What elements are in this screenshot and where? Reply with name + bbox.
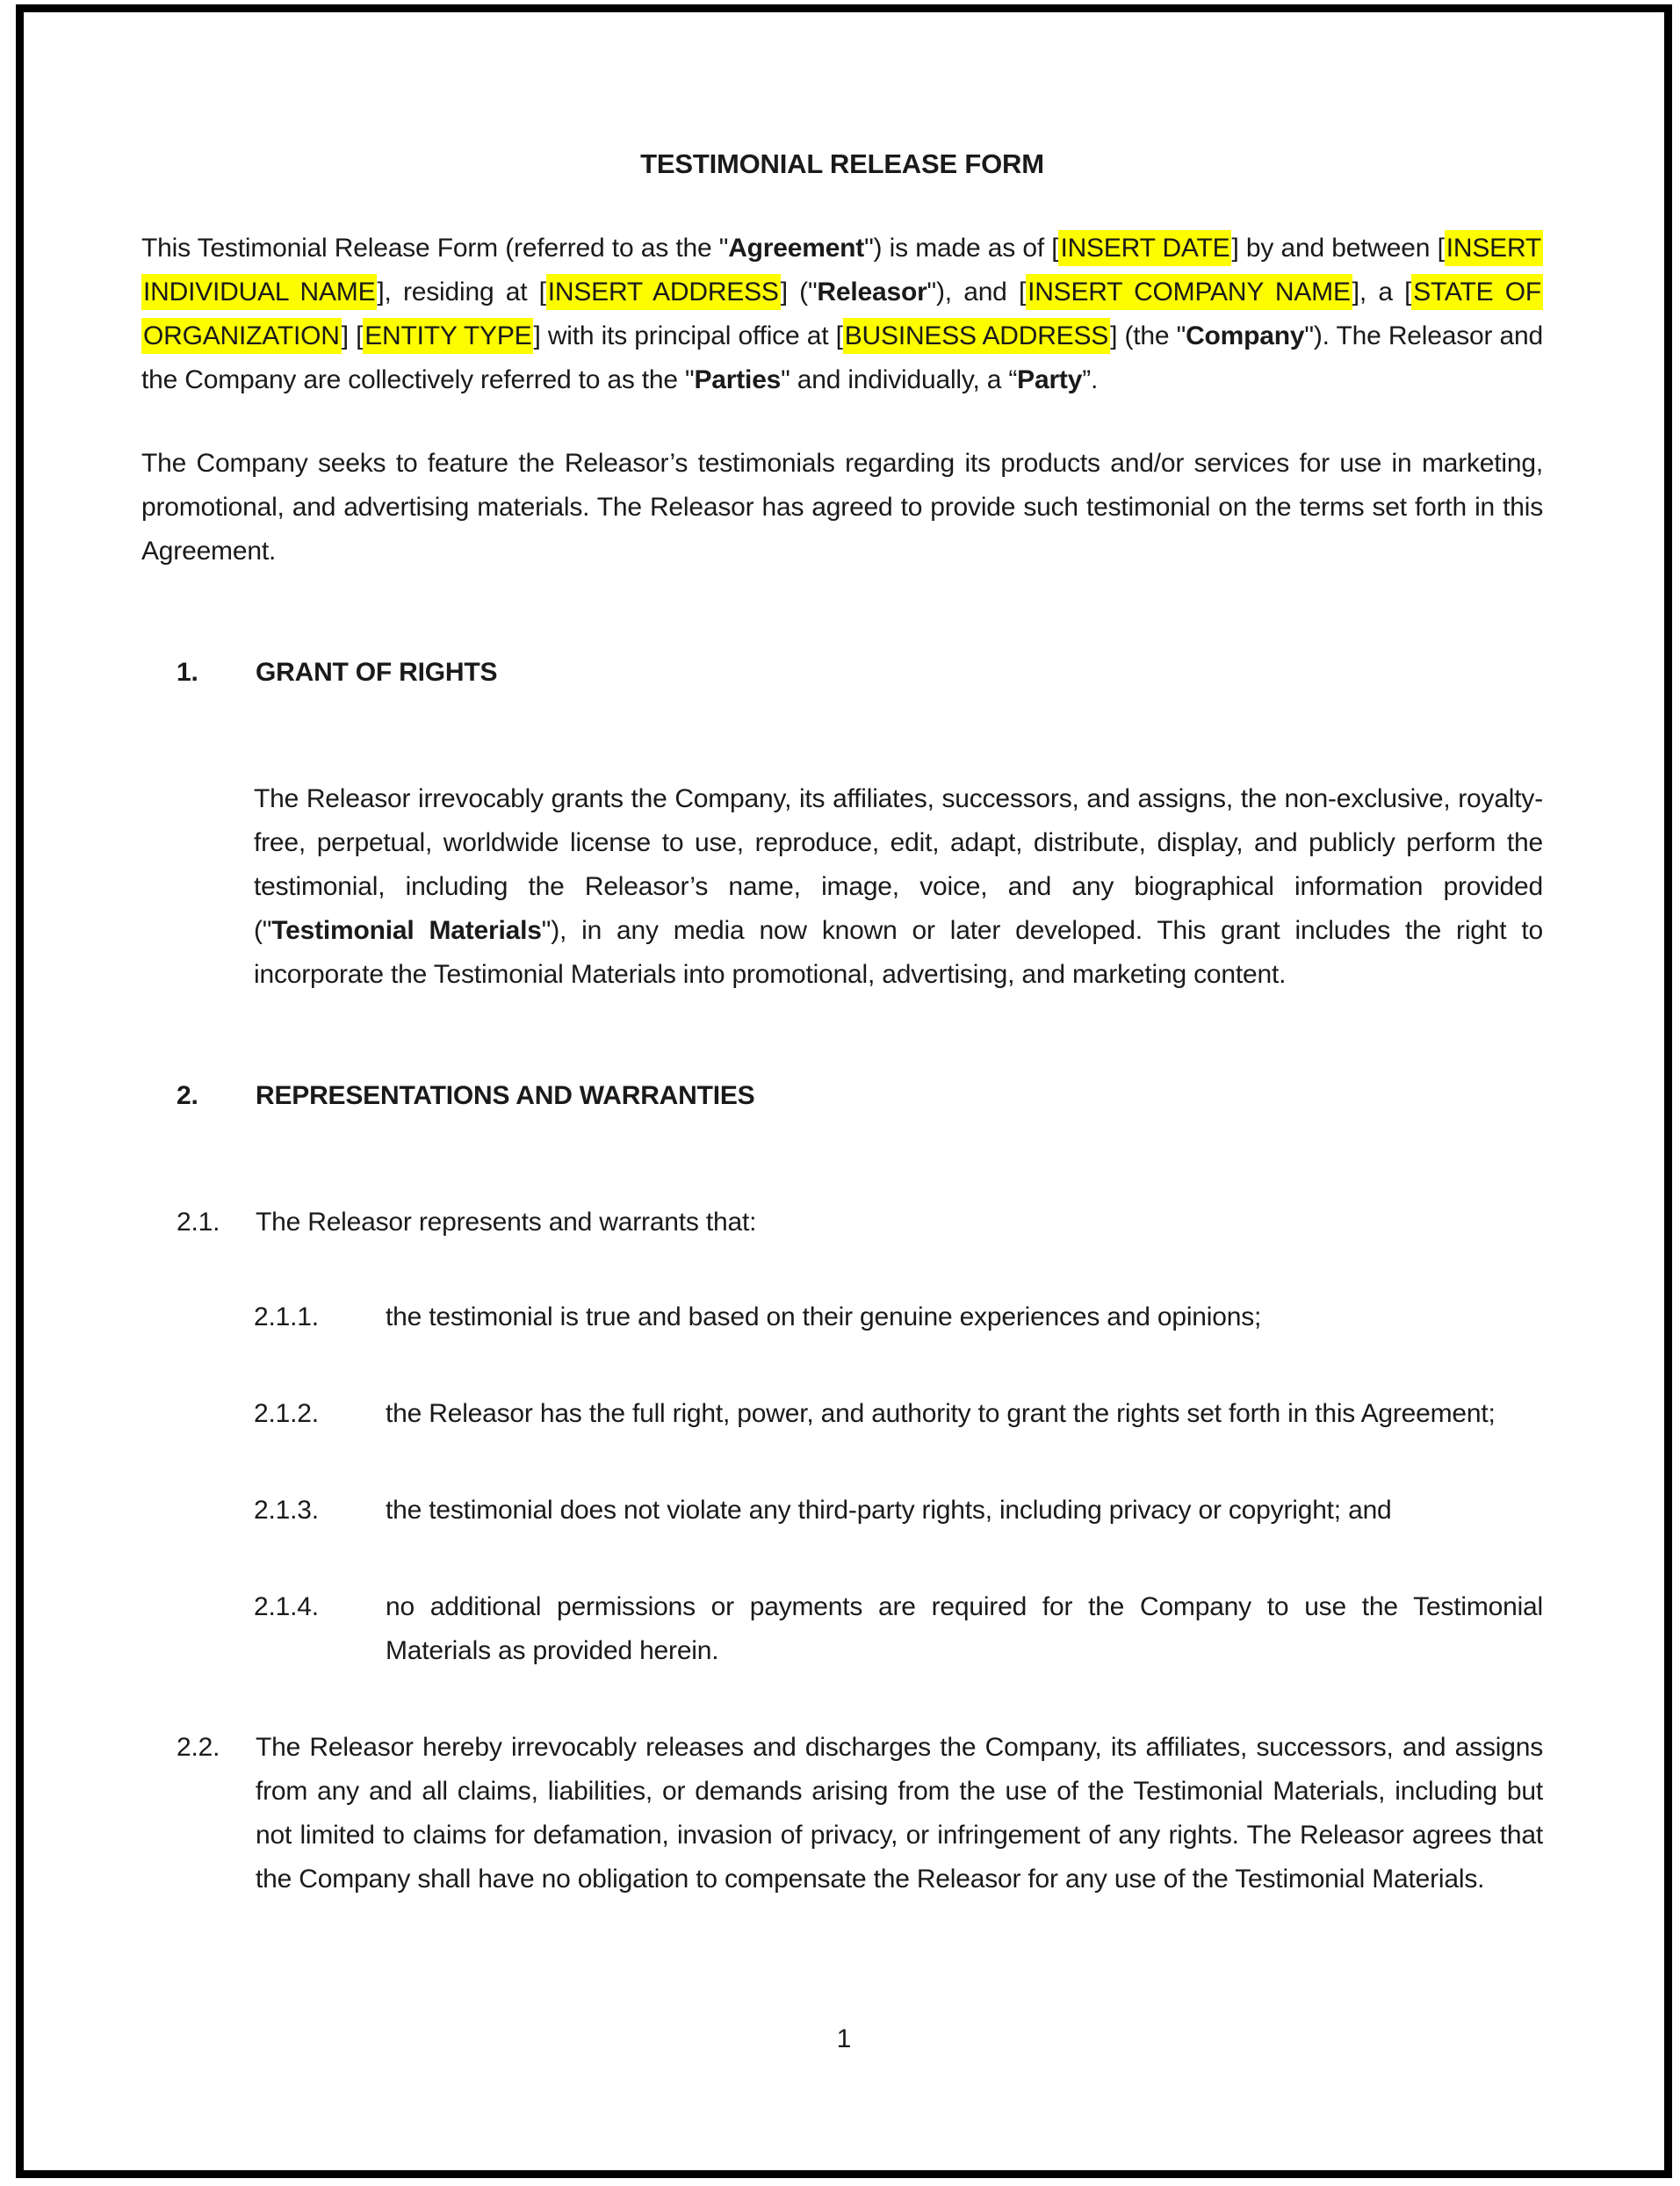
clause-2-1	[177, 1201, 1543, 1245]
section-1-heading	[177, 651, 1543, 695]
highlighted-placeholder: STATE OF ORGANIZATION	[141, 274, 1543, 354]
text-segment: ] ("	[780, 278, 818, 307]
subclause-2-1-1	[254, 1295, 1543, 1339]
highlighted-placeholder: INSERT DATE	[1058, 230, 1231, 266]
text-segment: ], a [	[1352, 278, 1412, 307]
highlighted-placeholder: INSERT INDIVIDUAL NAME	[141, 230, 1543, 310]
highlighted-placeholder: ENTITY TYPE	[363, 318, 533, 354]
subclause-2-1-2-text: the Releasor has the full right, power, and authority to grant the rights set forth in this Agreement;	[386, 1399, 1496, 1428]
text-segment: "), and [	[927, 278, 1027, 307]
bold-term: Releasor	[817, 278, 927, 307]
highlighted-placeholder: INSERT COMPANY NAME	[1026, 274, 1352, 310]
clause-2-2-text: The Releasor hereby irrevocably releases and discharges the Company, its affiliates, successors, and assigns from any and all claims, liabilities, or demands arising from the use of the Testimonial Materials, including but not limited to claims for defamation, invasion of privacy, or infringement of any rights. The Releasor agrees that the Company shall have no obligation to compensate the Releasor for any use of the Testimonial Materials.	[256, 1733, 1543, 1894]
subclause-2-1-4	[254, 1585, 1543, 1673]
clause-2-2-number: 2.2.	[177, 1733, 220, 1762]
section-2-number: 2.	[177, 1081, 198, 1110]
section-1-body	[254, 777, 1543, 997]
text-segment: "), in any media now known or later developed. This grant includes the right to incorporate the Testimonial Materials into promotional, advertising, and marketing content.	[254, 916, 1543, 989]
bold-term: Parties	[694, 365, 782, 394]
text-segment: "). The Releasor and the Company are collectively referred to as the "	[141, 321, 1544, 394]
bold-term: Party	[1017, 365, 1083, 394]
text-segment: The Releasor irrevocably grants the Company, its affiliates, successors, and assigns, the non-exclusive, royalty-free, perpetual, worldwide license to use, reproduce, edit, adapt, distribute, display, and publicly perform the testimonial, including the Releasor’s name, image, voice, and any biographical information provided ("	[254, 784, 1543, 945]
subclause-2-1-2-number: 2.1.2.	[254, 1399, 319, 1428]
highlighted-placeholder: BUSINESS ADDRESS	[843, 318, 1110, 354]
subclause-2-1-4-number: 2.1.4.	[254, 1592, 319, 1621]
clause-2-1-text: The Releasor represents and warrants that:	[256, 1208, 757, 1237]
document-title: TESTIMONIAL RELEASE FORM	[640, 148, 1044, 179]
section-2-heading	[177, 1074, 1543, 1118]
subclause-2-1-3-text: the testimonial does not violate any third-party rights, including privacy or copyright; and	[386, 1496, 1392, 1525]
text-segment: ] (the "	[1110, 321, 1186, 350]
subclause-2-1-2	[254, 1392, 1543, 1436]
text-segment: ") is made as of [	[864, 234, 1059, 263]
subclause-2-1-3-number: 2.1.3.	[254, 1496, 319, 1525]
intro-paragraph	[141, 227, 1543, 402]
subclause-2-1-4-text: no additional permissions or payments are required for the Company to use the Testimonial Materials as provided herein.	[386, 1592, 1543, 1665]
text-segment: ”.	[1082, 365, 1099, 394]
text-segment: This Testimonial Release Form (referred to as the "	[141, 234, 729, 263]
purpose-paragraph: The Company seeks to feature the Releasor’s testimonials regarding its products and/or services for use in marketing, promotional, and advertising materials. The Releasor has agreed to provide such testimonial on the terms set forth in this Agreement.	[141, 449, 1543, 566]
section-2-title: REPRESENTATIONS AND WARRANTIES	[256, 1081, 755, 1110]
section-1-title: GRANT OF RIGHTS	[256, 658, 498, 687]
text-segment: ] [	[341, 321, 364, 350]
text-segment: ] with its principal office at [	[533, 321, 843, 350]
subclause-2-1-1-text: the testimonial is true and based on their genuine experiences and opinions;	[386, 1302, 1262, 1331]
page-number: 1	[836, 2024, 852, 2053]
subclause-2-1-1-number: 2.1.1.	[254, 1302, 319, 1331]
bold-term: Testimonial Materials	[271, 916, 542, 945]
text-segment: ] by and between [	[1231, 234, 1445, 263]
text-segment: " and individually, a “	[781, 365, 1018, 394]
document-page	[16, 4, 1672, 2178]
clause-2-1-number: 2.1.	[177, 1208, 220, 1237]
document-content	[24, 12, 1664, 2170]
subclause-2-1-3	[254, 1489, 1543, 1533]
section-1-number: 1.	[177, 658, 198, 687]
bold-term: Agreement	[728, 234, 865, 263]
text-segment: ], residing at [	[377, 278, 546, 307]
highlighted-placeholder: INSERT ADDRESS	[546, 274, 781, 310]
bold-term: Company	[1186, 321, 1305, 350]
clause-2-2	[177, 1726, 1543, 1901]
